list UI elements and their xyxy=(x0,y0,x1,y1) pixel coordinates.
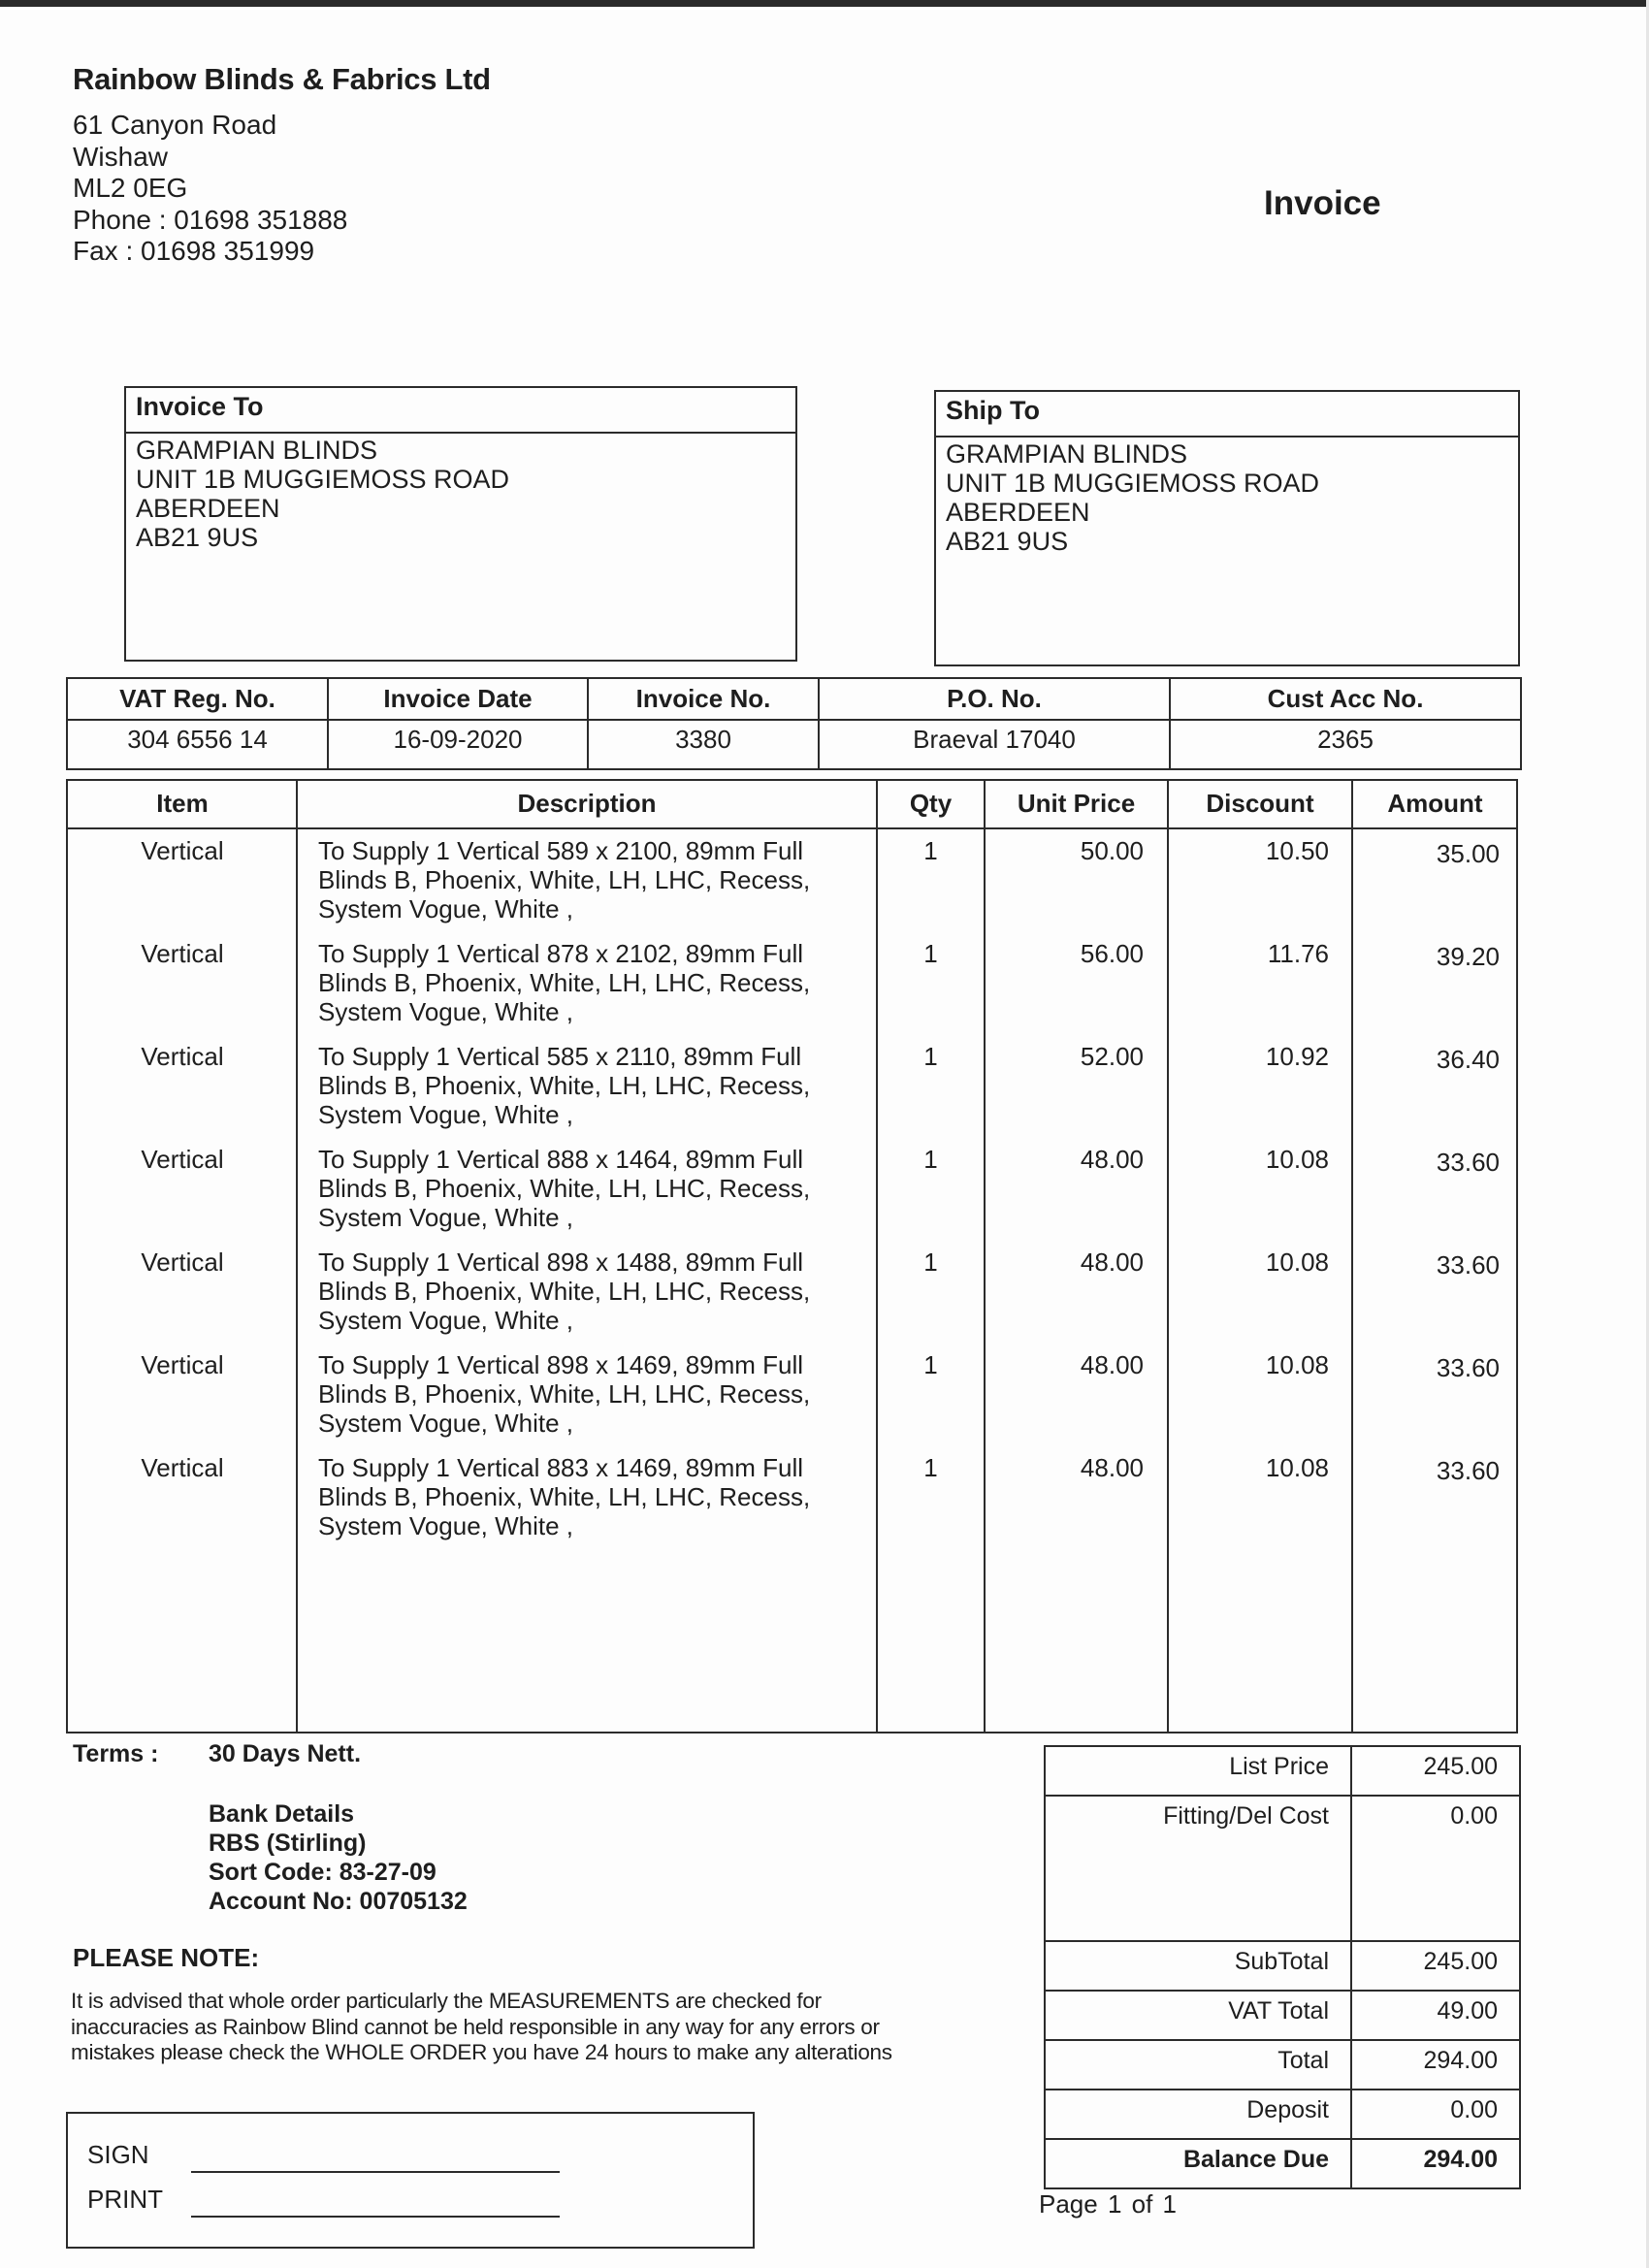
discount-cell: 11.76 xyxy=(1267,939,1329,968)
vat-reg-value: 304 6556 14 xyxy=(67,720,328,769)
invoice-date-header: Invoice Date xyxy=(328,678,588,720)
description-line: To Supply 1 Vertical 898 x 1469, 89mm Full xyxy=(318,1350,804,1379)
description-line: System Vogue, White , xyxy=(318,1409,574,1438)
total-value: 294.00 xyxy=(1351,2040,1520,2090)
unit-price-cell: 48.00 xyxy=(1080,1350,1144,1379)
print-label: PRINT xyxy=(87,2185,163,2214)
company-address-line: ML2 0EG xyxy=(73,173,188,203)
vat-total-value: 49.00 xyxy=(1351,1991,1520,2040)
table-row xyxy=(68,1042,1516,1145)
terms-value: 30 Days Nett. xyxy=(209,1740,362,1767)
unit-price-header: Unit Price xyxy=(1017,789,1136,818)
totals-row-deposit xyxy=(1045,2090,1520,2139)
address-line: GRAMPIAN BLINDS xyxy=(136,436,378,465)
list-price-label: List Price xyxy=(1045,1746,1351,1796)
table-row xyxy=(68,1350,1516,1453)
total-label: Total xyxy=(1045,2040,1351,2090)
po-no-header: P.O. No. xyxy=(819,678,1170,720)
qty-cell: 1 xyxy=(923,1247,938,1277)
amount-cell: 33.60 xyxy=(1436,1353,1500,1382)
description-line: To Supply 1 Vertical 585 x 2110, 89mm Full xyxy=(318,1042,802,1071)
po-no-value: Braeval 17040 xyxy=(819,720,1170,769)
amount-cell: 33.60 xyxy=(1436,1456,1500,1485)
ship-to-box xyxy=(934,390,1520,666)
item-header: Item xyxy=(156,789,209,818)
description-line: Blinds B, Phoenix, White, LH, LHC, Recess, xyxy=(318,865,811,894)
item-cell: Vertical xyxy=(141,1247,224,1277)
description-line: Blinds B, Phoenix, White, LH, LHC, Recess, xyxy=(318,1277,811,1306)
description-line: System Vogue, White , xyxy=(318,1511,574,1540)
unit-price-cell: 52.00 xyxy=(1080,1042,1144,1071)
discount-cell: 10.08 xyxy=(1265,1145,1329,1174)
amount-cell: 33.60 xyxy=(1436,1250,1500,1280)
company-address xyxy=(73,110,347,268)
page-indicator: Page 1 of 1 xyxy=(1039,2189,1177,2219)
bank-details-heading: Bank Details xyxy=(209,1800,355,1828)
discount-cell: 10.08 xyxy=(1265,1247,1329,1277)
vat-total-label: VAT Total xyxy=(1045,1991,1351,2040)
fitting-del-cost-value: 0.00 xyxy=(1351,1796,1520,1941)
qty-cell: 1 xyxy=(923,1350,938,1379)
qty-cell: 1 xyxy=(923,1145,938,1174)
cust-acc-value: 2365 xyxy=(1170,720,1521,769)
qty-cell: 1 xyxy=(923,939,938,968)
subtotal-label: SubTotal xyxy=(1045,1941,1351,1991)
company-name: Rainbow Blinds & Fabrics Ltd xyxy=(73,62,491,96)
ship-to-address xyxy=(936,437,1518,556)
address-line: UNIT 1B MUGGIEMOSS ROAD xyxy=(136,465,510,494)
invoice-to-label: Invoice To xyxy=(126,388,795,434)
description-line: Blinds B, Phoenix, White, LH, LHC, Recess, xyxy=(318,1174,811,1203)
totals-row-subtotal xyxy=(1045,1941,1520,1991)
scan-edge xyxy=(0,0,1649,7)
amount-cell: 36.40 xyxy=(1436,1045,1500,1074)
table-row xyxy=(68,1247,1516,1350)
item-cell: Vertical xyxy=(141,1350,224,1379)
balance-due-value: 294.00 xyxy=(1351,2139,1520,2188)
totals-row-fitting xyxy=(1045,1796,1520,1941)
item-cell: Vertical xyxy=(141,939,224,968)
qty-cell: 1 xyxy=(923,1453,938,1482)
description-line: Blinds B, Phoenix, White, LH, LHC, Recess, xyxy=(318,968,811,997)
cust-acc-header: Cust Acc No. xyxy=(1170,678,1521,720)
terms-label: Terms : xyxy=(73,1740,159,1767)
totals-table xyxy=(1044,1745,1521,2189)
line-items-table xyxy=(66,779,1518,1733)
signature-box xyxy=(66,2112,755,2249)
address-line: UNIT 1B MUGGIEMOSS ROAD xyxy=(946,469,1320,498)
company-fax: Fax : 01698 351999 xyxy=(73,236,315,266)
amount-cell: 35.00 xyxy=(1436,839,1500,868)
amount-header: Amount xyxy=(1387,789,1483,818)
description-line: System Vogue, White , xyxy=(318,894,574,923)
company-phone: Phone : 01698 351888 xyxy=(73,204,348,235)
subtotal-value: 245.00 xyxy=(1351,1941,1520,1991)
note-line: inaccuracies as Rainbow Blind cannot be held responsible in any way for any errors or xyxy=(71,2014,880,2039)
discount-cell: 10.50 xyxy=(1265,836,1329,865)
invoice-to-address xyxy=(126,434,795,552)
description-line: Blinds B, Phoenix, White, LH, LHC, Recess, xyxy=(318,1071,811,1100)
totals-row-total xyxy=(1045,2040,1520,2090)
description-line: System Vogue, White , xyxy=(318,1306,574,1335)
note-line: It is advised that whole order particularly the MEASUREMENTS are checked for xyxy=(71,1989,822,2013)
info-header-row xyxy=(67,678,1521,720)
description-line: To Supply 1 Vertical 888 x 1464, 89mm Full xyxy=(318,1145,804,1174)
document-title: Invoice xyxy=(1264,184,1381,222)
description-line: System Vogue, White , xyxy=(318,997,574,1026)
unit-price-cell: 48.00 xyxy=(1080,1247,1144,1277)
note-heading: PLEASE NOTE: xyxy=(73,1943,260,1972)
item-cell: Vertical xyxy=(141,1453,224,1482)
note-line: mistakes please check the WHOLE ORDER you have 24 hours to make any alterations xyxy=(71,2040,892,2064)
company-address-line: 61 Canyon Road xyxy=(73,110,277,140)
description-line: To Supply 1 Vertical 883 x 1469, 89mm Full xyxy=(318,1453,804,1482)
qty-cell: 1 xyxy=(923,836,938,865)
bank-name: RBS (Stirling) xyxy=(209,1830,367,1857)
invoice-date-value: 16-09-2020 xyxy=(328,720,588,769)
sign-label: SIGN xyxy=(87,2140,149,2169)
unit-price-cell: 48.00 xyxy=(1080,1453,1144,1482)
note-text xyxy=(71,1989,1002,2066)
totals-row-vat xyxy=(1045,1991,1520,2040)
unit-price-cell: 48.00 xyxy=(1080,1145,1144,1174)
totals-row-balance-due xyxy=(1045,2139,1520,2188)
account-number: Account No: 00705132 xyxy=(209,1888,468,1915)
address-line: AB21 9US xyxy=(946,527,1069,556)
description-line: System Vogue, White , xyxy=(318,1203,574,1232)
deposit-value: 0.00 xyxy=(1351,2090,1520,2139)
discount-cell: 10.08 xyxy=(1265,1350,1329,1379)
invoice-no-value: 3380 xyxy=(588,720,819,769)
table-row xyxy=(68,1145,1516,1247)
table-row xyxy=(68,836,1516,939)
qty-cell: 1 xyxy=(923,1042,938,1071)
invoice-to-box xyxy=(124,386,797,662)
address-line: AB21 9US xyxy=(136,523,259,552)
address-line: ABERDEEN xyxy=(136,494,280,523)
totals-row-list-price xyxy=(1045,1746,1520,1796)
fitting-del-cost-label: Fitting/Del Cost xyxy=(1045,1796,1351,1941)
item-cell: Vertical xyxy=(141,836,224,865)
item-cell: Vertical xyxy=(141,1145,224,1174)
description-line: System Vogue, White , xyxy=(318,1100,574,1129)
invoice-info-table xyxy=(66,677,1522,770)
discount-cell: 10.08 xyxy=(1265,1453,1329,1482)
balance-due-label: Balance Due xyxy=(1045,2139,1351,2188)
ship-to-label: Ship To xyxy=(936,392,1518,437)
list-price-value: 245.00 xyxy=(1351,1746,1520,1796)
address-line: GRAMPIAN BLINDS xyxy=(946,439,1188,469)
line-items-header xyxy=(68,781,1516,829)
discount-header: Discount xyxy=(1206,789,1314,818)
description-line: To Supply 1 Vertical 878 x 2102, 89mm Full xyxy=(318,939,804,968)
description-header: Description xyxy=(517,789,657,818)
sort-code: Sort Code: 83-27-09 xyxy=(209,1859,436,1886)
amount-cell: 33.60 xyxy=(1436,1148,1500,1177)
address-line: ABERDEEN xyxy=(946,498,1090,527)
info-value-row xyxy=(67,720,1521,769)
description-line: To Supply 1 Vertical 589 x 2100, 89mm Full xyxy=(318,836,804,865)
discount-cell: 10.92 xyxy=(1265,1042,1329,1071)
table-row xyxy=(68,939,1516,1042)
unit-price-cell: 56.00 xyxy=(1080,939,1144,968)
sign-line-field[interactable] xyxy=(191,2171,560,2173)
amount-cell: 39.20 xyxy=(1436,942,1500,971)
bank-details xyxy=(209,1799,468,1916)
description-line: To Supply 1 Vertical 898 x 1488, 89mm Full xyxy=(318,1247,804,1277)
company-address-line: Wishaw xyxy=(73,141,169,172)
description-line: Blinds B, Phoenix, White, LH, LHC, Recess, xyxy=(318,1482,811,1511)
invoice-no-header: Invoice No. xyxy=(588,678,819,720)
description-line: Blinds B, Phoenix, White, LH, LHC, Recess, xyxy=(318,1379,811,1409)
vat-reg-header: VAT Reg. No. xyxy=(67,678,328,720)
print-line-field[interactable] xyxy=(191,2216,560,2218)
item-cell: Vertical xyxy=(141,1042,224,1071)
table-row xyxy=(68,1453,1516,1556)
qty-header: Qty xyxy=(909,789,953,818)
unit-price-cell: 50.00 xyxy=(1080,836,1144,865)
deposit-label: Deposit xyxy=(1045,2090,1351,2139)
